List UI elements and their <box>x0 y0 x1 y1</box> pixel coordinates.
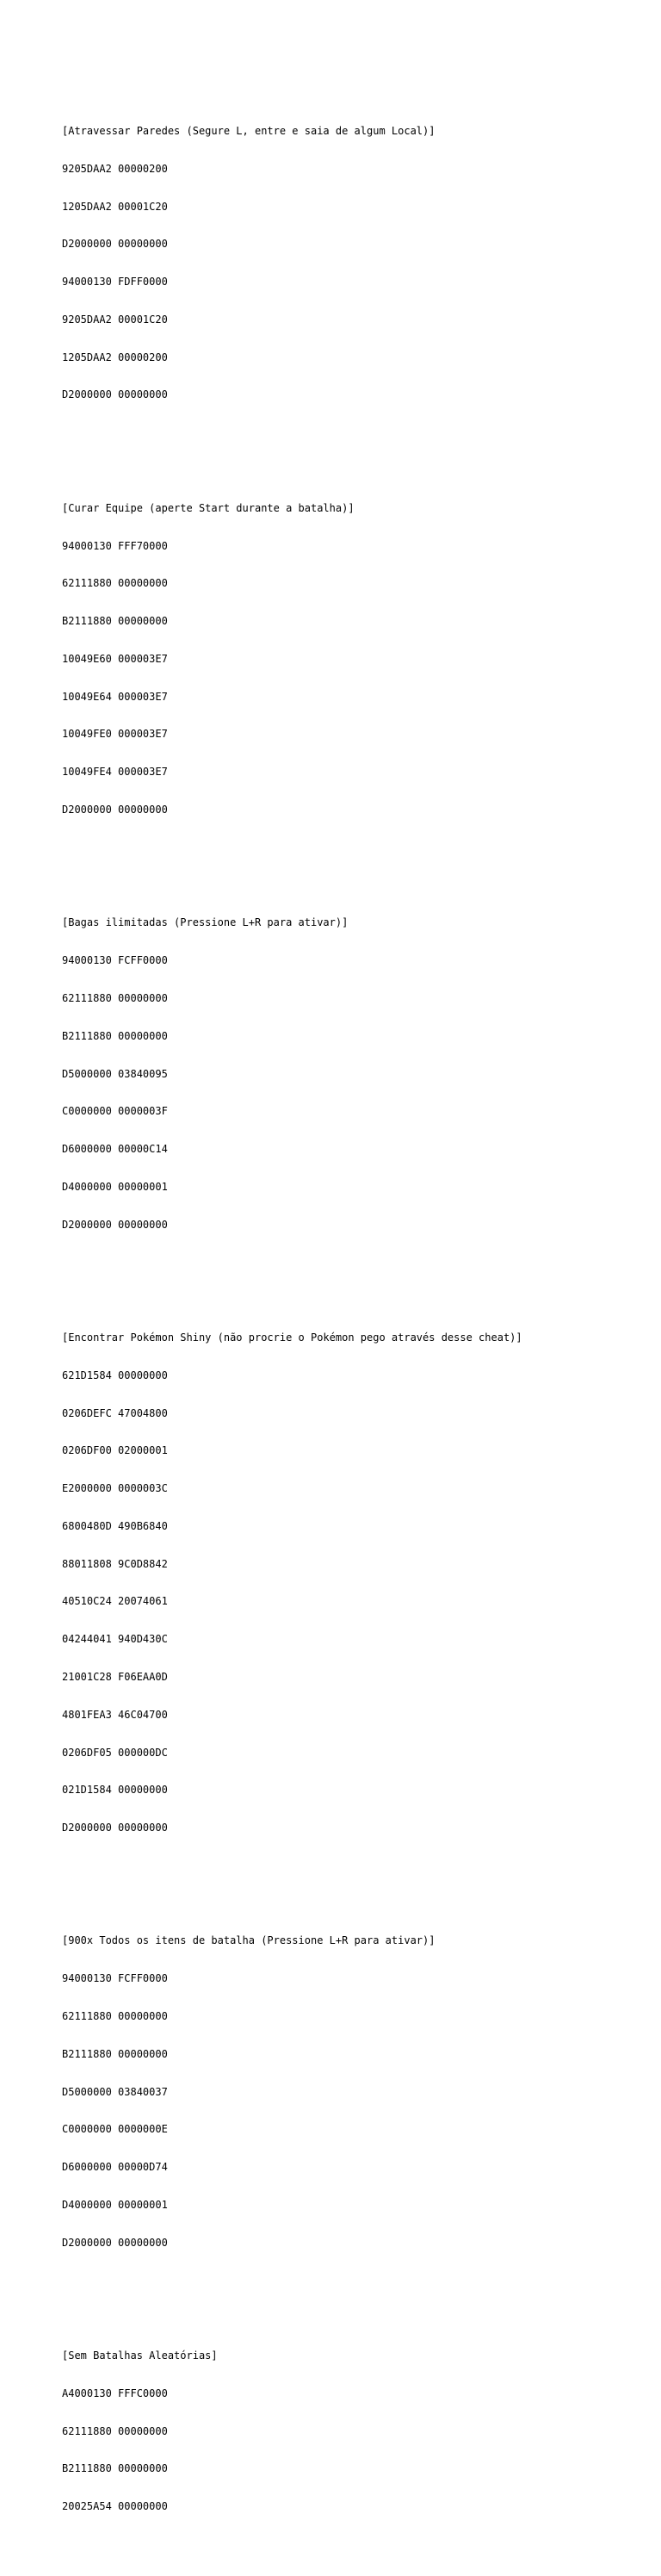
code-line: 1205DAA2 00000200 <box>62 351 168 363</box>
code-line: 0206DF05 000000DC <box>62 1746 168 1759</box>
code-line: C0000000 0000003F <box>62 1105 168 1118</box>
code-line: D2000000 00000000 <box>62 2236 168 2249</box>
code-line: B2111880 00000000 <box>62 1029 168 1042</box>
cheat-title: [Encontrar Pokémon Shiny (não procrie o Pokémon pego através desse cheat)] <box>62 1331 522 1344</box>
code-line: D2000000 00000000 <box>62 1218 168 1231</box>
code-line: D2000000 00000000 <box>62 238 168 251</box>
code-line: D5000000 03840095 <box>62 1067 168 1080</box>
code-line: 10049FE0 000003E7 <box>62 728 168 741</box>
cheat-title: [900x Todos os itens de batalha (Pressione L+R para ativar)] <box>62 1934 436 1947</box>
code-line: D4000000 00000001 <box>62 1180 168 1193</box>
cheat-section-itens-de-batalha <box>62 1909 647 2274</box>
code-line: 40510C24 20074061 <box>62 1595 168 1608</box>
code-line: D2000000 00000000 <box>62 804 168 816</box>
code-line: 62111880 00000000 <box>62 577 168 590</box>
code-line: B2111880 00000000 <box>62 615 168 628</box>
code-line: 94000130 FDFF0000 <box>62 276 168 289</box>
code-line: 21001C28 F06EAA0D <box>62 1671 168 1683</box>
code-line: 10049E60 000003E7 <box>62 652 168 665</box>
code-line: B2111880 00000000 <box>62 2462 168 2475</box>
cheat-section-atravessar-paredes <box>62 100 647 426</box>
code-line: 94000130 FCFF0000 <box>62 954 168 967</box>
code-line: 9205DAA2 00000200 <box>62 162 168 175</box>
code-line: 021D1584 00000000 <box>62 1784 168 1797</box>
code-line: 94000130 FCFF0000 <box>62 1972 168 1985</box>
code-line: 20025A54 00000000 <box>62 2500 168 2513</box>
code-line: 10049E64 000003E7 <box>62 690 168 703</box>
cheat-section-sem-batalhas-aleatorias <box>62 2325 647 2538</box>
cheat-section-curar-equipe <box>62 477 647 841</box>
document-page <box>62 62 647 2576</box>
code-line: E2000000 0000003C <box>62 1482 168 1495</box>
code-line: D5000000 03840037 <box>62 2085 168 2098</box>
code-line: 9205DAA2 00001C20 <box>62 313 168 326</box>
code-line: B2111880 00000000 <box>62 2047 168 2060</box>
code-line: 04244041 940D430C <box>62 1633 168 1646</box>
cheat-title: [Curar Equipe (aperte Start durante a batalha)] <box>62 501 355 514</box>
code-line: 0206DEFC 47004800 <box>62 1406 168 1419</box>
code-line: 621D1584 00000000 <box>62 1369 168 1381</box>
code-line: 1205DAA2 00001C20 <box>62 200 168 213</box>
code-line: 62111880 00000000 <box>62 2010 168 2023</box>
code-line: D4000000 00000001 <box>62 2198 168 2211</box>
cheat-title: [Sem Batalhas Aleatórias] <box>62 2349 218 2362</box>
code-line: D2000000 00000000 <box>62 1822 168 1834</box>
code-line: 62111880 00000000 <box>62 2424 168 2437</box>
cheat-section-bagas-ilimitadas <box>62 891 647 1256</box>
code-line: 88011808 9C0D8842 <box>62 1557 168 1570</box>
code-line: A4000130 FFFC0000 <box>62 2387 168 2399</box>
cheat-section-pokemon-shiny <box>62 1307 647 1859</box>
cheat-title: [Bagas ilimitadas (Pressione L+R para ativar)] <box>62 916 349 929</box>
code-line: 94000130 FFF70000 <box>62 539 168 552</box>
code-line: 10049FE4 000003E7 <box>62 766 168 779</box>
code-line: 62111880 00000000 <box>62 991 168 1004</box>
code-line: D6000000 00000D74 <box>62 2161 168 2174</box>
cheat-title: [Atravessar Paredes (Segure L, entre e saia de algum Local)] <box>62 124 436 137</box>
code-line: 0206DF00 02000001 <box>62 1444 168 1457</box>
code-line: 4801FEA3 46C04700 <box>62 1708 168 1721</box>
code-line: D2000000 00000000 <box>62 388 168 401</box>
code-line: D6000000 00000C14 <box>62 1143 168 1156</box>
code-line: C0000000 0000000E <box>62 2123 168 2136</box>
code-line: 6800480D 490B6840 <box>62 1519 168 1532</box>
